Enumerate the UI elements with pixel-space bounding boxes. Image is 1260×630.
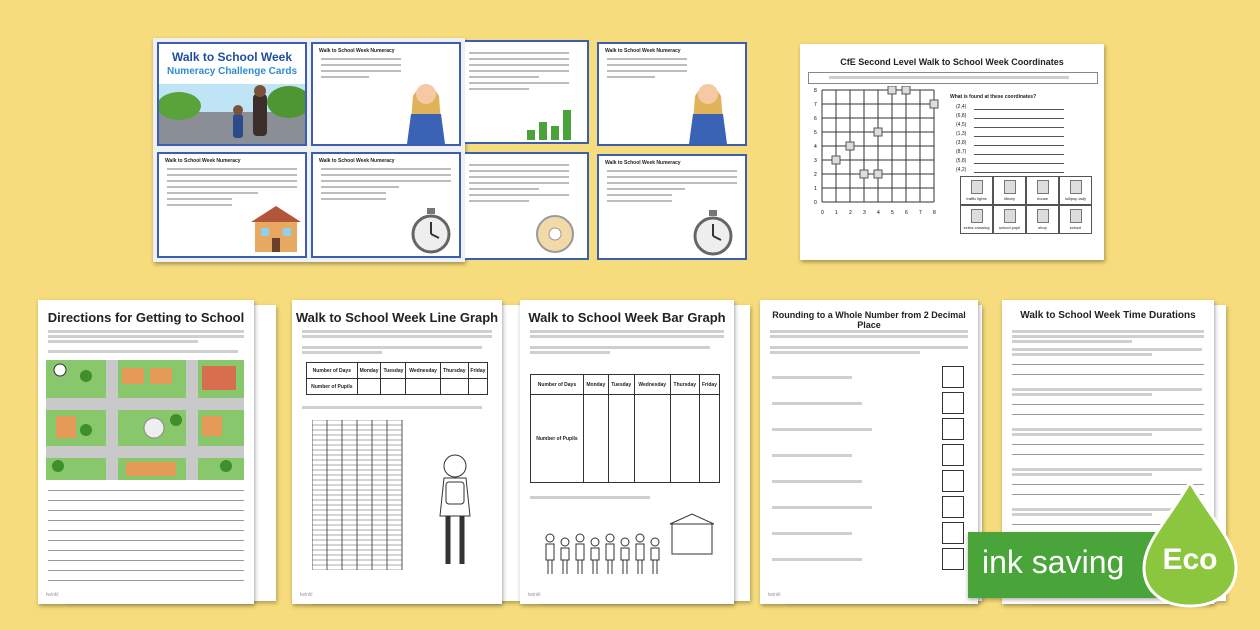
challenge-cards-sheet [153,38,465,262]
cover-subtitle: Numeracy Challenge Cards [166,66,298,77]
grid-picture [902,86,910,94]
picture-icon [1037,209,1049,223]
bar-chart-icon [525,104,581,140]
pupil-head [606,534,614,542]
pupil-body [591,548,599,560]
card-behind-2 [465,152,589,260]
question-text [772,480,862,483]
question-text [1012,353,1152,356]
card-single-1: Walk to School Week Numeracy [597,42,747,146]
question-text [772,402,862,405]
picture-key-cell [1026,205,1059,234]
picture-icon [1004,209,1016,223]
question-text [772,428,872,431]
answer-box[interactable] [942,392,964,414]
answer-line [974,140,1064,146]
y-tick: 5 [814,130,817,136]
x-tick: 1 [835,210,838,216]
question-text [1012,348,1202,351]
coordinates-title: CfE Second Level Walk to School Week Coordinates [840,57,1064,67]
coordinate-item [956,102,1064,111]
card-single-2: Walk to School Week Numeracy [597,154,747,260]
picture-icon [1070,180,1082,194]
cover-illustration [159,84,305,144]
pupil-head [576,534,584,542]
answer-line [1012,374,1204,375]
question-text [1012,428,1202,431]
question-text [772,454,852,457]
coordinate-item [956,111,1064,120]
answer-line [974,104,1064,110]
card-3: Walk to School Week Numeracy [157,152,307,258]
picture-label: traffic lights [966,196,987,201]
question-text [1012,473,1152,476]
answer-box[interactable] [942,418,964,440]
y-tick: 7 [814,102,817,108]
answer-line [974,122,1064,128]
answer-line [1012,404,1204,405]
grid-picture [874,128,882,136]
question-text [1012,513,1152,516]
answer-line [974,149,1064,155]
pupil-head [561,538,569,546]
answer-line [1012,364,1204,365]
question-text [772,532,852,535]
picture-key-cell [1059,176,1092,205]
answer-line [974,131,1064,137]
house-illustration [251,204,301,254]
card-2: Walk to School Week Numeracy [311,42,461,146]
picture-icon [1004,180,1016,194]
question-text [772,376,852,379]
pupil-body [546,544,554,560]
x-tick: 4 [877,210,880,216]
pupil-body [606,544,614,560]
tape-measure-icon [531,212,581,256]
x-tick: 2 [849,210,852,216]
coordinate-item [956,165,1064,174]
girl-illustration [403,74,449,144]
rounding-title: Rounding to a Whole Number from 2 Decimal Place [772,310,966,330]
pupil-body [636,544,644,560]
picture-label: library [1004,196,1015,201]
grid-picture [874,170,882,178]
coordinate-label: (6,8) [956,112,967,119]
picture-key-cell [1026,176,1059,205]
coordinates-sheet [800,44,1104,260]
pupil-head [546,534,554,542]
coordinate-item [956,156,1064,165]
coordinate-item [956,138,1064,147]
answer-box[interactable] [942,496,964,518]
y-tick: 1 [814,186,817,192]
answer-line [974,158,1064,164]
answer-line [1012,444,1204,445]
coordinate-label: (2,4) [956,103,967,110]
grid-picture [860,170,868,178]
pupil-body [561,548,569,560]
answer-box[interactable] [942,366,964,388]
girl-illustration-2 [685,74,731,144]
picture-icon [971,209,983,223]
coordinates-question: What is found at these coordinates? [950,94,1037,100]
pupil-head [591,538,599,546]
answer-box[interactable] [942,548,964,570]
answer-line [1012,454,1204,455]
picture-key-cell [960,205,993,234]
x-tick: 8 [933,210,936,216]
coordinate-label: (8,7) [956,148,967,155]
grid-picture [832,156,840,164]
rounding-sheet: Rounding to a Whole Number from 2 Decimal Place twinkl [760,300,978,604]
cover-card [157,42,307,146]
coordinate-label: (5,8) [956,157,967,164]
card-behind [465,40,589,144]
picture-key-cell [1059,205,1092,234]
picture-label: shop [1038,225,1047,230]
line-graph-sheet: Walk to School Week Line Graph Number of Days Monday Tuesday Wednesday Thursday Friday Number of Pupils twinkl [292,300,502,604]
card-4: Walk to School Week Numeracy [311,152,461,258]
x-tick: 0 [821,210,824,216]
girl-backpack-illustration [432,452,478,572]
question-text [1012,433,1152,436]
answer-line [974,113,1064,119]
stopwatch-icon [409,208,453,254]
picture-icon [971,180,983,194]
grid-picture [888,86,896,94]
coordinate-grid [806,86,946,242]
answer-line [1012,414,1204,415]
bar-graph-title: Walk to School Week Bar Graph [528,310,726,325]
line-graph-grid [312,420,404,570]
answer-box[interactable] [942,470,964,492]
town-map [46,360,244,480]
ink-saving-text: ink saving [982,544,1125,580]
answer-line [974,167,1064,173]
picture-icon [1037,180,1049,194]
picture-key [960,176,1092,234]
picture-label: school pupil [998,225,1021,230]
picture-key-cell [993,205,1026,234]
coordinate-list [956,102,1064,174]
pupil-body [651,548,659,560]
x-tick: 7 [919,210,922,216]
question-text [772,506,872,509]
y-tick: 8 [814,88,817,94]
question-text [772,558,862,561]
answer-box[interactable] [942,522,964,544]
line-graph-title: Walk to School Week Line Graph [295,310,499,325]
bar-graph-sheet: Walk to School Week Bar Graph Number of Days Monday Tuesday Wednesday Thursday Friday Number of Pupils twinkl [520,300,734,604]
grid-picture [930,100,938,108]
pupil-head [621,538,629,546]
stopwatch-icon-2 [691,210,735,256]
cover-title: Walk to School Week [171,50,293,64]
coordinate-item [956,129,1064,138]
coordinate-label: (4,5) [956,121,967,128]
y-tick: 4 [814,144,817,150]
coordinates-instruction [808,72,1098,84]
coordinate-label: (1,3) [956,130,967,137]
y-tick: 2 [814,172,817,178]
pupils-line-illustration [544,512,714,574]
y-tick: 6 [814,116,817,122]
x-tick: 6 [905,210,908,216]
ink-saving-badge [968,532,1168,598]
bar-graph-table: Number of Days Monday Tuesday Wednesday Thursday Friday Number of Pupils [530,374,720,483]
picture-label: house [1037,196,1048,201]
pupil-body [576,544,584,560]
directions-sheet: Directions for Getting to School twinkl [38,300,254,604]
pupil-head [651,538,659,546]
coordinate-item [956,120,1064,129]
directions-title: Directions for Getting to School [47,310,245,325]
picture-icon [1070,209,1082,223]
eco-label: Eco [1162,543,1218,576]
picture-key-cell [993,176,1026,205]
question-text [1012,468,1202,471]
line-graph-table: Number of Days Monday Tuesday Wednesday Thursday Friday Number of Pupils [306,362,488,395]
picture-label: school [1069,225,1082,230]
coordinate-label: (3,8) [956,139,967,146]
question-text [1012,388,1202,391]
durations-title: Walk to School Week Time Durations [1020,310,1196,321]
coordinate-label: (4,2) [956,166,967,173]
picture-label: lollipop lady [1065,196,1086,201]
y-tick: 3 [814,158,817,164]
x-tick: 3 [863,210,866,216]
grid-picture [846,142,854,150]
coordinate-item [956,147,1064,156]
question-text [1012,393,1152,396]
picture-label: zebra crossing [963,225,990,230]
picture-key-cell [960,176,993,205]
answer-box[interactable] [942,444,964,466]
x-tick: 5 [891,210,894,216]
pupil-body [621,548,629,560]
pupil-head [636,534,644,542]
y-tick: 0 [814,200,817,206]
